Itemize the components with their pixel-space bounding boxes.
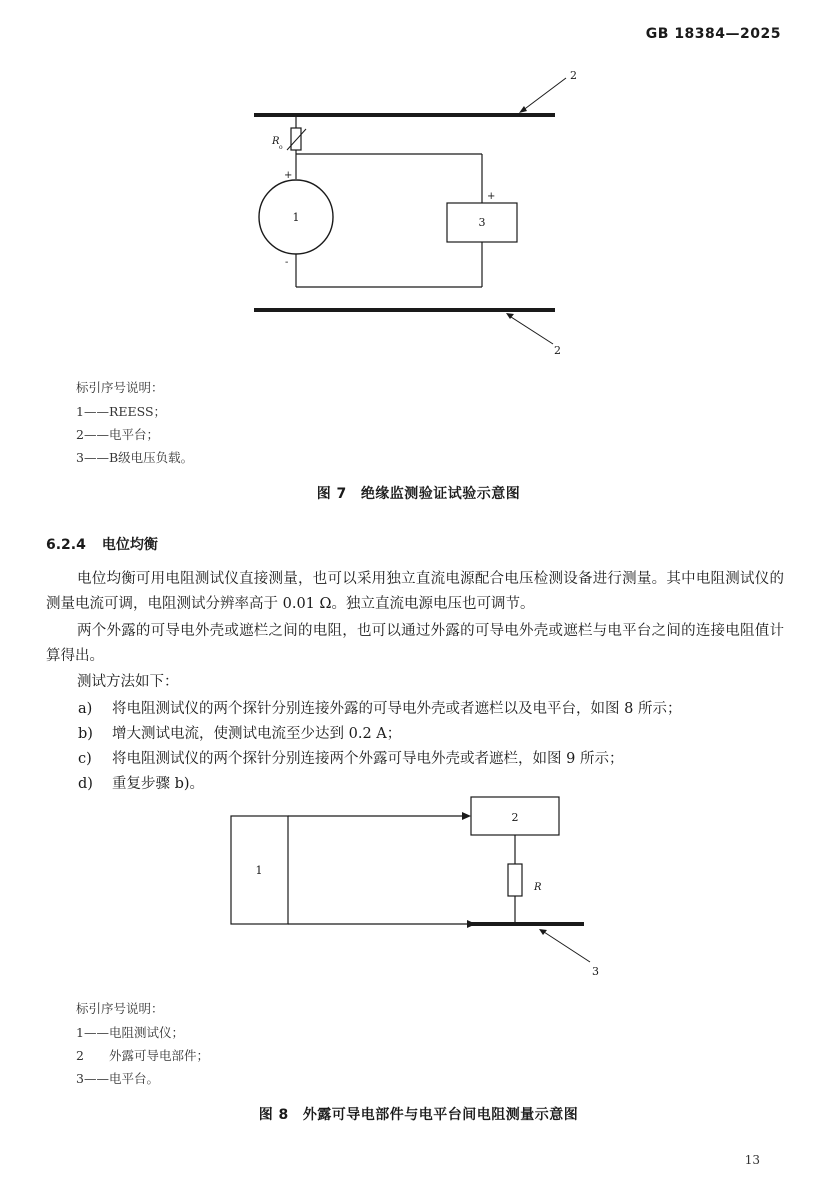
- label-platform-top: 2: [570, 69, 577, 82]
- step-marker: c): [78, 751, 92, 767]
- figure-7-title: 绝缘监测验证试验示意图: [360, 486, 521, 502]
- section-number: 6.2.4: [46, 537, 86, 553]
- step-marker: a): [78, 701, 93, 717]
- label-platform-bottom: 2: [554, 344, 561, 357]
- paragraph: 电位均衡可用电阻测试仪直接测量，也可以采用独立直流电源配合电压检测设备进行测量。其中电阻测试仪的测量电流可调，电阻测试分辨率高于 0.01 Ω。独立直流电源电压也可调节。: [46, 571, 784, 612]
- step-text: 重复步骤 b)。: [112, 776, 205, 792]
- step-text: 增大测试电流，使测试电流至少达到 0.2 A；: [112, 726, 402, 742]
- label-resistor: R: [272, 136, 280, 147]
- variable-resistor: [291, 128, 301, 150]
- label-resistor: R: [534, 882, 542, 893]
- resistor-r: [508, 864, 522, 896]
- step-marker: b): [78, 726, 93, 742]
- leader-bottom: [508, 315, 553, 344]
- paragraph: 测试方法如下：: [77, 674, 179, 690]
- label-tester: 1: [255, 864, 263, 877]
- label-part: 2: [511, 811, 519, 824]
- label-plus-left: +: [284, 170, 293, 181]
- standard-header: GB 18384—2025: [645, 26, 781, 42]
- step-item: [78, 722, 401, 743]
- page-number: 13: [744, 1153, 760, 1167]
- figure-7-legend-item: 3——B级电压负载。: [76, 450, 194, 465]
- figure-8-legend-item: 3——电平台。: [76, 1071, 159, 1086]
- figure-8-diagram: [0, 790, 837, 990]
- step-text: 将电阻测试仪的两个探针分别连接两个外露可导电外壳或者遮栏，如图 9 所示；: [112, 751, 624, 767]
- figure-7-number: 图 7: [316, 486, 347, 502]
- step-item: [78, 747, 623, 768]
- section-title: 电位均衡: [101, 537, 158, 553]
- figure-7-diagram: [0, 0, 837, 370]
- figure-7-caption: [0, 483, 837, 503]
- label-minus-left: -: [285, 257, 289, 268]
- step-marker: d): [78, 776, 93, 792]
- leader-top: [522, 78, 566, 111]
- figure-8-caption: [0, 1104, 837, 1124]
- figure-8-legend-item: 1——电阻测试仪；: [76, 1025, 184, 1040]
- label-plus-right: +: [487, 191, 496, 202]
- step-item: [78, 697, 681, 718]
- figure-8-legend-item: 2 外露可导电部件；: [76, 1048, 209, 1063]
- label-platform: 3: [592, 965, 599, 978]
- figure-8-number: 图 8: [258, 1107, 289, 1123]
- label-resistor-sub: o: [279, 144, 283, 151]
- step-text: 将电阻测试仪的两个探针分别连接外露的可导电外壳或者遮栏以及电平台，如图 8 所示；: [112, 701, 682, 717]
- figure-7-legend-title: 标引序号说明：: [76, 380, 164, 395]
- figure-7-legend-item: 2——电平台；: [76, 427, 159, 442]
- label-load: 3: [478, 216, 486, 229]
- figure-8-legend-title: 标引序号说明：: [76, 1001, 164, 1016]
- label-reess: 1: [292, 211, 300, 224]
- section-heading: [46, 534, 158, 554]
- figure-8-title: 外露可导电部件与电平台间电阻测量示意图: [302, 1107, 579, 1123]
- figure-7-legend-item: 1——REESS；: [76, 404, 167, 419]
- leader-platform: [544, 932, 590, 962]
- paragraph: 两个外露的可导电外壳或遮栏之间的电阻，也可以通过外露的可导电外壳或遮栏与电平台之间的连接电阻值计算得出。: [46, 623, 784, 664]
